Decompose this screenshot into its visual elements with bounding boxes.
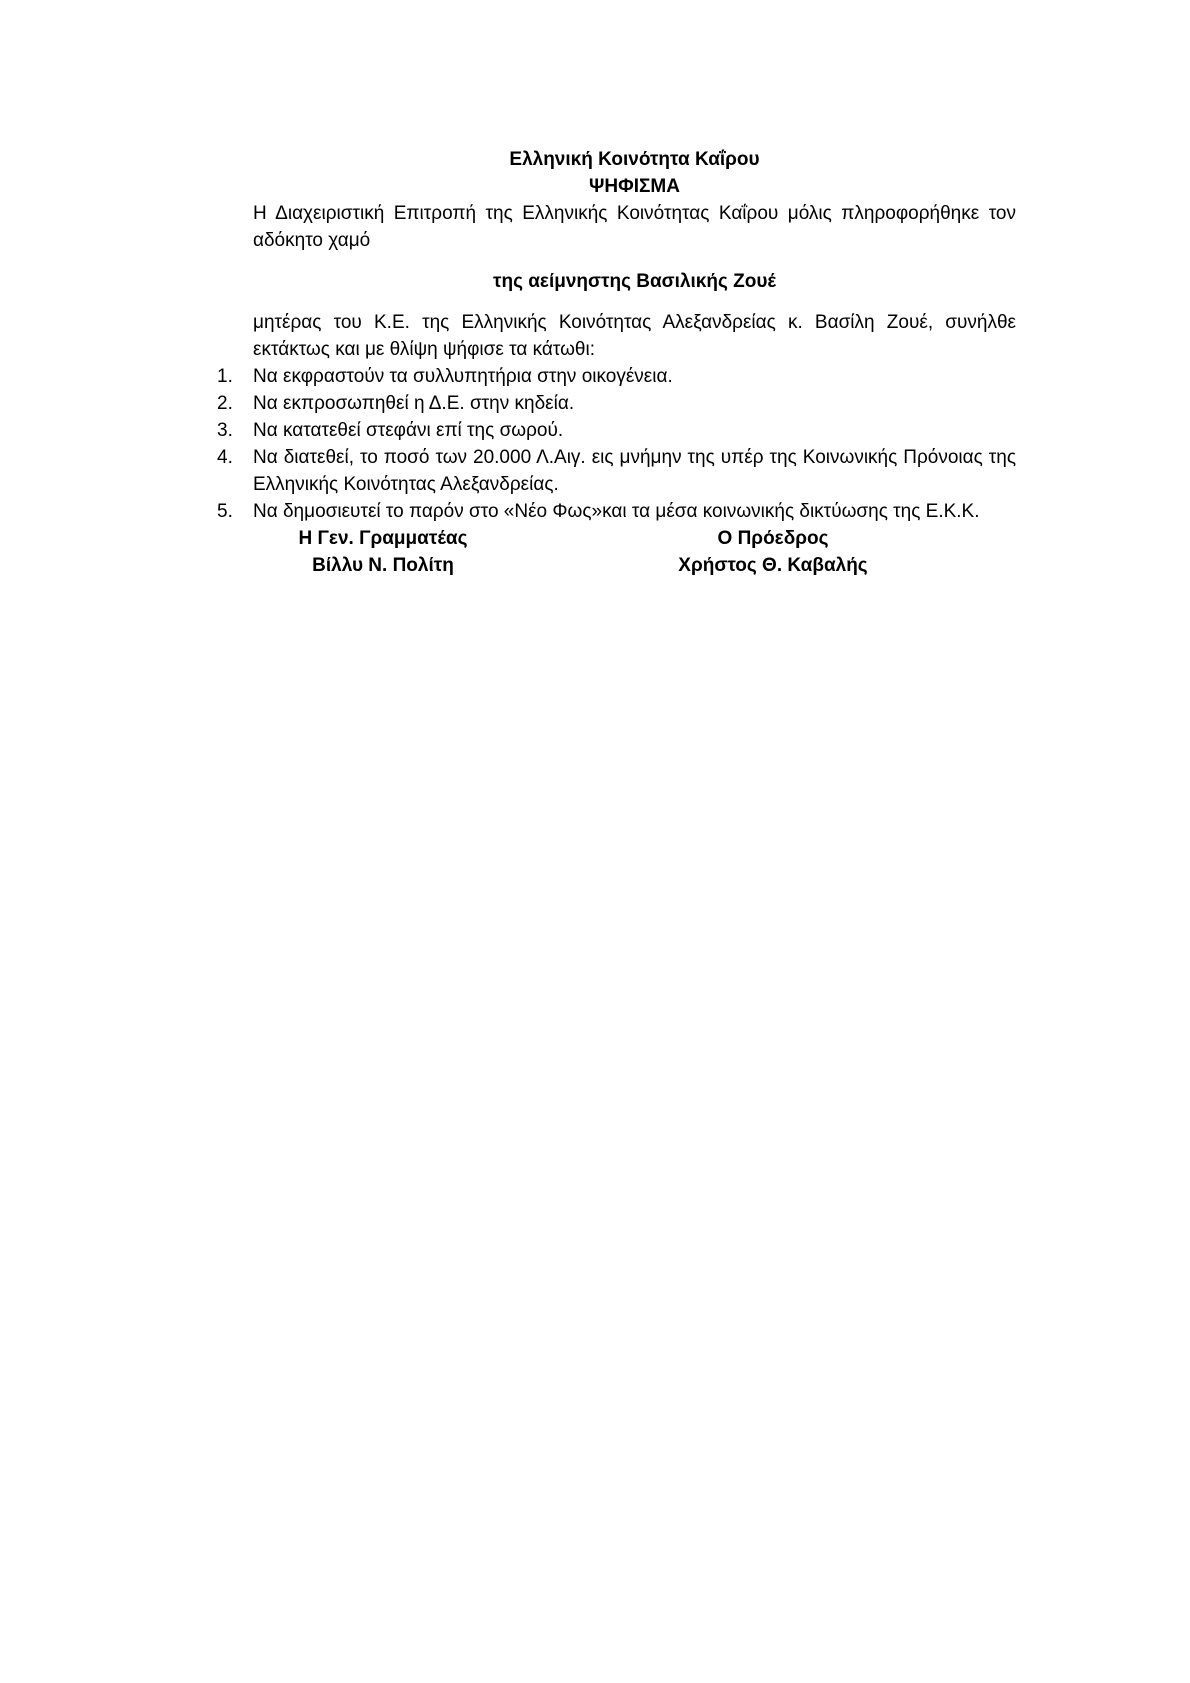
president-name: Χρήστος Θ. Καβαλής xyxy=(678,555,868,576)
deceased-subject: της αείμνηστης Βασιλικής Ζουέ xyxy=(493,271,776,292)
secretary-title: Η Γεν. Γραμματέας xyxy=(298,528,468,549)
intro-paragraph: Η Διαχειριστική Επιτροπή της Ελληνικής Κοινότητας Καΐρου μόλις πληροφορήθηκε τον αδόκητο χαμό xyxy=(253,203,1016,251)
signature-block xyxy=(253,525,1016,579)
body-paragraph: μητέρας του Κ.Ε. της Ελληνικής Κοινότητας Αλεξανδρείας κ. Βασίλη Ζουέ, συνήλθε εκτάκτως και με θλίψη ψήφισε τα κάτωθι: xyxy=(253,312,1016,360)
resolution-text: Να κατατεθεί στεφάνι επί της σωρού. xyxy=(253,420,564,441)
resolution-number: 1. xyxy=(217,366,233,387)
resolution-item xyxy=(217,363,1016,390)
organization-title: Ελληνική Κοινότητα Καΐρου xyxy=(509,149,760,170)
resolution-text: Να δημοσιευτεί το παρόν στο «Νέο Φως»και τα μέσα κοινωνικής δικτύωσης της Ε.Κ.Κ. xyxy=(253,501,980,522)
resolution-text: Να διατεθεί, το ποσό των 20.000 Λ.Αιγ. εις μνήμην της υπέρ της Κοινωνικής Πρόνοιας της Ελληνικής Κοινότητας Αλεξανδρείας. xyxy=(253,447,1016,495)
resolution-item xyxy=(217,390,1016,417)
president-title: Ο Πρόεδρος xyxy=(717,528,829,549)
president-signature xyxy=(643,525,903,579)
secretary-name: Βίλλυ Ν. Πολίτη xyxy=(312,555,454,576)
resolution-item xyxy=(217,498,1016,525)
resolution-text: Να εκπροσωπηθεί η Δ.Ε. στην κηδεία. xyxy=(253,393,575,414)
resolution-number: 5. xyxy=(217,501,233,522)
document-type-heading: ΨΗΦΙΣΜΑ xyxy=(589,176,680,197)
resolution-item xyxy=(217,417,1016,444)
resolution-number: 2. xyxy=(217,393,233,414)
resolution-item xyxy=(217,444,1016,498)
resolution-number: 3. xyxy=(217,420,233,441)
resolution-number: 4. xyxy=(217,447,233,468)
document-content xyxy=(217,146,1016,579)
resolutions-list xyxy=(217,363,1016,525)
resolution-text: Να εκφραστούν τα συλλυπητήρια στην οικογένεια. xyxy=(253,366,673,387)
secretary-signature xyxy=(273,525,493,579)
